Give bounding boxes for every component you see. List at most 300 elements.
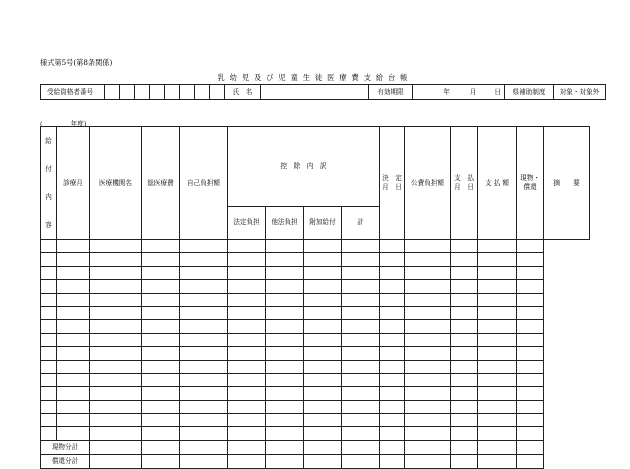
cell[interactable] bbox=[266, 440, 304, 454]
cell[interactable] bbox=[228, 440, 266, 454]
month-unit: 月 bbox=[469, 87, 477, 96]
cell[interactable] bbox=[142, 373, 180, 386]
cell[interactable] bbox=[142, 360, 180, 373]
cell[interactable] bbox=[266, 333, 304, 346]
cell[interactable] bbox=[180, 240, 228, 253]
cell[interactable] bbox=[451, 253, 478, 266]
payment-date-label: 月 日 bbox=[454, 183, 474, 191]
cell[interactable] bbox=[180, 414, 228, 427]
cell[interactable] bbox=[342, 414, 380, 427]
cell[interactable] bbox=[228, 427, 266, 440]
cell[interactable] bbox=[142, 454, 180, 468]
cell[interactable] bbox=[380, 454, 405, 468]
cell[interactable] bbox=[405, 440, 451, 454]
cell[interactable] bbox=[57, 427, 90, 440]
cell[interactable] bbox=[142, 293, 180, 306]
cell[interactable] bbox=[57, 387, 90, 400]
cell[interactable] bbox=[266, 360, 304, 373]
cell[interactable] bbox=[304, 253, 342, 266]
header-additional: 附加給付 bbox=[304, 206, 342, 239]
cell[interactable] bbox=[478, 306, 517, 319]
kind-line1: 現物・ bbox=[520, 174, 540, 182]
cell[interactable] bbox=[228, 240, 266, 253]
cell[interactable] bbox=[451, 293, 478, 306]
cell[interactable] bbox=[342, 280, 380, 293]
header-decision-date bbox=[380, 127, 405, 240]
header-treatment-month: 診療月 bbox=[57, 127, 90, 240]
decision-date-label: 月 日 bbox=[382, 183, 402, 191]
table-row bbox=[41, 347, 590, 360]
cell[interactable] bbox=[342, 427, 380, 440]
reimbursement-subtotal-label: 償還分計 bbox=[41, 454, 90, 468]
cell[interactable] bbox=[342, 306, 380, 319]
table-row bbox=[41, 333, 590, 346]
cell[interactable] bbox=[451, 320, 478, 333]
cell[interactable] bbox=[142, 280, 180, 293]
cell[interactable] bbox=[41, 387, 57, 400]
cell[interactable] bbox=[90, 414, 142, 427]
table-row bbox=[41, 360, 590, 373]
table-row bbox=[41, 240, 590, 253]
cell[interactable] bbox=[228, 454, 266, 468]
cell[interactable] bbox=[41, 427, 57, 440]
cell[interactable] bbox=[405, 414, 451, 427]
cell[interactable] bbox=[90, 280, 142, 293]
cell[interactable] bbox=[517, 240, 544, 253]
cell[interactable] bbox=[451, 400, 478, 413]
cell[interactable] bbox=[57, 320, 90, 333]
cell[interactable] bbox=[478, 414, 517, 427]
cell[interactable] bbox=[180, 373, 228, 386]
page-title: 乳幼児及び児童生徒医療費支給台帳 bbox=[217, 73, 413, 82]
recipient-info-row bbox=[40, 84, 606, 100]
cell[interactable] bbox=[517, 266, 544, 279]
eligibility-digit-box[interactable] bbox=[180, 85, 195, 100]
cell[interactable] bbox=[405, 253, 451, 266]
cell[interactable] bbox=[478, 320, 517, 333]
table-row bbox=[41, 253, 590, 266]
table-row bbox=[41, 387, 590, 400]
header-legal-burden: 法定負担 bbox=[228, 206, 266, 239]
cell[interactable] bbox=[517, 333, 544, 346]
cell[interactable] bbox=[228, 306, 266, 319]
cell[interactable] bbox=[90, 320, 142, 333]
payment-label: 支 払 bbox=[454, 174, 474, 182]
cell[interactable] bbox=[342, 387, 380, 400]
cell[interactable] bbox=[342, 253, 380, 266]
cell[interactable] bbox=[380, 427, 405, 440]
cell[interactable] bbox=[304, 266, 342, 279]
cell[interactable] bbox=[180, 253, 228, 266]
cell[interactable] bbox=[90, 427, 142, 440]
cell[interactable] bbox=[478, 266, 517, 279]
cell[interactable] bbox=[304, 454, 342, 468]
eligibility-digit-box[interactable] bbox=[210, 85, 225, 100]
header-payment-amount: 支 払 額 bbox=[478, 127, 517, 240]
header-deduction: 控 除 内 訳 bbox=[228, 127, 380, 207]
cell[interactable] bbox=[478, 333, 517, 346]
table-row bbox=[41, 266, 590, 279]
cell[interactable] bbox=[517, 400, 544, 413]
cell[interactable] bbox=[451, 427, 478, 440]
cell[interactable] bbox=[228, 266, 266, 279]
cell[interactable] bbox=[451, 360, 478, 373]
cell[interactable] bbox=[405, 240, 451, 253]
cell[interactable] bbox=[266, 280, 304, 293]
cell[interactable] bbox=[451, 240, 478, 253]
cell[interactable] bbox=[517, 293, 544, 306]
cell[interactable] bbox=[380, 440, 405, 454]
header-institution: 医療機関名 bbox=[90, 127, 142, 240]
cell[interactable] bbox=[90, 253, 142, 266]
cell[interactable] bbox=[405, 333, 451, 346]
cell[interactable] bbox=[451, 266, 478, 279]
header-total: 計 bbox=[342, 206, 380, 239]
cell[interactable] bbox=[266, 320, 304, 333]
cell[interactable] bbox=[451, 414, 478, 427]
cell[interactable] bbox=[304, 427, 342, 440]
cell[interactable] bbox=[380, 266, 405, 279]
cell[interactable] bbox=[405, 280, 451, 293]
cell[interactable] bbox=[478, 387, 517, 400]
cell[interactable] bbox=[266, 306, 304, 319]
cell[interactable] bbox=[142, 333, 180, 346]
cell[interactable] bbox=[142, 414, 180, 427]
eligibility-number-label: 受給資格者番号 bbox=[41, 85, 105, 100]
cell[interactable] bbox=[41, 280, 57, 293]
cell[interactable] bbox=[90, 454, 142, 468]
cell[interactable] bbox=[180, 440, 228, 454]
header-self-pay: 自己負担額 bbox=[180, 127, 228, 240]
cell[interactable] bbox=[517, 454, 544, 468]
fiscal-year-open: ( bbox=[40, 120, 43, 128]
cell[interactable] bbox=[517, 373, 544, 386]
benefit-ledger-table bbox=[40, 126, 590, 469]
side-char-1: 給 bbox=[45, 137, 52, 145]
cell[interactable] bbox=[228, 414, 266, 427]
cell[interactable] bbox=[451, 280, 478, 293]
cell[interactable] bbox=[304, 306, 342, 319]
cell[interactable] bbox=[451, 373, 478, 386]
cell[interactable] bbox=[478, 427, 517, 440]
cell[interactable] bbox=[304, 240, 342, 253]
cell[interactable] bbox=[304, 280, 342, 293]
cell[interactable] bbox=[266, 266, 304, 279]
table-row bbox=[41, 280, 590, 293]
cell[interactable] bbox=[266, 454, 304, 468]
name-field[interactable] bbox=[261, 85, 369, 100]
cell[interactable] bbox=[57, 347, 90, 360]
cell[interactable] bbox=[57, 293, 90, 306]
cell[interactable] bbox=[41, 360, 57, 373]
cell[interactable] bbox=[142, 266, 180, 279]
cell[interactable] bbox=[228, 293, 266, 306]
cell[interactable] bbox=[180, 400, 228, 413]
cell[interactable] bbox=[342, 266, 380, 279]
cell[interactable] bbox=[142, 306, 180, 319]
cell[interactable] bbox=[380, 240, 405, 253]
cell[interactable] bbox=[478, 280, 517, 293]
cell[interactable] bbox=[41, 253, 57, 266]
cell[interactable] bbox=[57, 333, 90, 346]
cell[interactable] bbox=[41, 320, 57, 333]
cell[interactable] bbox=[304, 400, 342, 413]
cell[interactable] bbox=[405, 320, 451, 333]
cell[interactable] bbox=[90, 240, 142, 253]
cell[interactable] bbox=[342, 454, 380, 468]
benefit-contents-side-label bbox=[41, 127, 57, 240]
cell[interactable] bbox=[266, 373, 304, 386]
cell[interactable] bbox=[142, 320, 180, 333]
pref-subsidy-label: 県補助制度 bbox=[505, 85, 554, 100]
eligibility-digit-box[interactable] bbox=[165, 85, 180, 100]
header-public-burden: 公費負担額 bbox=[405, 127, 451, 240]
cell[interactable] bbox=[342, 320, 380, 333]
table-row bbox=[41, 320, 590, 333]
cell[interactable] bbox=[517, 360, 544, 373]
day-unit: 日 bbox=[494, 87, 501, 96]
cell[interactable] bbox=[180, 454, 228, 468]
cell[interactable] bbox=[451, 306, 478, 319]
name-label: 氏 名 bbox=[225, 85, 261, 100]
cell[interactable] bbox=[180, 266, 228, 279]
cell[interactable] bbox=[180, 320, 228, 333]
cell[interactable] bbox=[57, 360, 90, 373]
cell[interactable] bbox=[142, 440, 180, 454]
cell[interactable] bbox=[405, 427, 451, 440]
cell[interactable] bbox=[304, 347, 342, 360]
cell[interactable] bbox=[405, 454, 451, 468]
cell[interactable] bbox=[342, 440, 380, 454]
cell[interactable] bbox=[90, 360, 142, 373]
cell[interactable] bbox=[41, 400, 57, 413]
cell[interactable] bbox=[266, 240, 304, 253]
cell[interactable] bbox=[304, 414, 342, 427]
header-payment-date bbox=[451, 127, 478, 240]
cell[interactable] bbox=[342, 373, 380, 386]
cell[interactable] bbox=[517, 320, 544, 333]
cell[interactable] bbox=[266, 293, 304, 306]
cell[interactable] bbox=[228, 333, 266, 346]
cell[interactable] bbox=[478, 253, 517, 266]
cell[interactable] bbox=[266, 253, 304, 266]
cell[interactable] bbox=[380, 347, 405, 360]
cell[interactable] bbox=[517, 306, 544, 319]
cell[interactable] bbox=[304, 333, 342, 346]
cell[interactable] bbox=[266, 414, 304, 427]
cell[interactable] bbox=[304, 373, 342, 386]
cell[interactable] bbox=[142, 427, 180, 440]
cell[interactable] bbox=[90, 440, 142, 454]
cell[interactable] bbox=[180, 360, 228, 373]
cell[interactable] bbox=[90, 400, 142, 413]
table-row bbox=[41, 373, 590, 386]
header-remarks: 摘 要 bbox=[544, 127, 590, 240]
cell[interactable] bbox=[41, 293, 57, 306]
cell[interactable] bbox=[57, 306, 90, 319]
table-row bbox=[41, 400, 590, 413]
cell[interactable] bbox=[517, 347, 544, 360]
cell[interactable] bbox=[380, 400, 405, 413]
cell[interactable] bbox=[266, 400, 304, 413]
cell[interactable] bbox=[380, 414, 405, 427]
validity-label: 有効期限 bbox=[369, 85, 413, 100]
cell[interactable] bbox=[517, 387, 544, 400]
ledger-body bbox=[41, 127, 590, 240]
cell[interactable] bbox=[405, 400, 451, 413]
cell[interactable] bbox=[517, 414, 544, 427]
cell[interactable] bbox=[342, 333, 380, 346]
cell[interactable] bbox=[180, 427, 228, 440]
cell[interactable] bbox=[478, 360, 517, 373]
cell[interactable] bbox=[180, 306, 228, 319]
cell[interactable] bbox=[180, 347, 228, 360]
side-char-4: 容 bbox=[45, 221, 52, 229]
cell[interactable] bbox=[478, 293, 517, 306]
cell[interactable] bbox=[90, 387, 142, 400]
cell[interactable] bbox=[405, 373, 451, 386]
cell[interactable] bbox=[342, 240, 380, 253]
cell[interactable] bbox=[41, 333, 57, 346]
cell[interactable] bbox=[405, 306, 451, 319]
cell[interactable] bbox=[180, 333, 228, 346]
cell[interactable] bbox=[266, 347, 304, 360]
eligibility-digit-box[interactable] bbox=[195, 85, 210, 100]
eligibility-digit-box[interactable] bbox=[105, 85, 120, 100]
cell[interactable] bbox=[405, 360, 451, 373]
cell[interactable] bbox=[342, 347, 380, 360]
decision-label: 決 定 bbox=[382, 174, 402, 182]
cell[interactable] bbox=[57, 414, 90, 427]
cell[interactable] bbox=[304, 387, 342, 400]
fiscal-year-label: 年度) bbox=[70, 120, 87, 128]
cell[interactable] bbox=[304, 360, 342, 373]
cell[interactable] bbox=[142, 347, 180, 360]
cell[interactable] bbox=[380, 333, 405, 346]
cell[interactable] bbox=[380, 387, 405, 400]
cell[interactable] bbox=[90, 293, 142, 306]
cell[interactable] bbox=[405, 293, 451, 306]
cell[interactable] bbox=[142, 387, 180, 400]
cell[interactable] bbox=[228, 373, 266, 386]
table-row bbox=[41, 414, 590, 427]
cell[interactable] bbox=[41, 414, 57, 427]
cell[interactable] bbox=[142, 240, 180, 253]
cell[interactable] bbox=[90, 347, 142, 360]
cell[interactable] bbox=[380, 320, 405, 333]
cell[interactable] bbox=[342, 400, 380, 413]
side-char-3: 内 bbox=[45, 193, 52, 201]
cell[interactable] bbox=[451, 333, 478, 346]
cell[interactable] bbox=[380, 373, 405, 386]
cell[interactable] bbox=[57, 266, 90, 279]
year-unit: 年 bbox=[443, 87, 450, 96]
cell[interactable] bbox=[228, 253, 266, 266]
cell[interactable] bbox=[405, 266, 451, 279]
cell[interactable] bbox=[380, 280, 405, 293]
cell[interactable] bbox=[342, 360, 380, 373]
cell[interactable] bbox=[228, 360, 266, 373]
cell[interactable] bbox=[90, 266, 142, 279]
in-kind-subtotal-label: 現物分計 bbox=[41, 440, 90, 454]
cell[interactable] bbox=[478, 347, 517, 360]
cell[interactable] bbox=[451, 454, 478, 468]
pref-subsidy-value[interactable]: 対象・対象外 bbox=[554, 85, 606, 100]
cell[interactable] bbox=[266, 387, 304, 400]
cell[interactable] bbox=[451, 347, 478, 360]
cell[interactable] bbox=[57, 253, 90, 266]
cell[interactable] bbox=[41, 373, 57, 386]
cell[interactable] bbox=[228, 387, 266, 400]
cell[interactable] bbox=[228, 400, 266, 413]
table-row bbox=[41, 427, 590, 440]
eligibility-digit-box[interactable] bbox=[135, 85, 150, 100]
cell[interactable] bbox=[478, 240, 517, 253]
cell[interactable] bbox=[517, 280, 544, 293]
table-row bbox=[41, 293, 590, 306]
cell[interactable] bbox=[90, 306, 142, 319]
cell[interactable] bbox=[304, 320, 342, 333]
cell[interactable] bbox=[380, 360, 405, 373]
cell[interactable] bbox=[342, 293, 380, 306]
cell[interactable] bbox=[266, 427, 304, 440]
side-char-2: 付 bbox=[45, 165, 52, 173]
cell[interactable] bbox=[304, 293, 342, 306]
cell[interactable] bbox=[478, 440, 517, 454]
cell[interactable] bbox=[142, 400, 180, 413]
cell[interactable] bbox=[41, 306, 57, 319]
cell[interactable] bbox=[57, 373, 90, 386]
cell[interactable] bbox=[180, 387, 228, 400]
cell[interactable] bbox=[41, 240, 57, 253]
cell[interactable] bbox=[405, 347, 451, 360]
kind-line2: 償還 bbox=[523, 183, 537, 191]
header-kind bbox=[517, 127, 544, 240]
cell[interactable] bbox=[57, 280, 90, 293]
cell[interactable] bbox=[90, 373, 142, 386]
cell[interactable] bbox=[451, 387, 478, 400]
cell[interactable] bbox=[304, 440, 342, 454]
cell[interactable] bbox=[478, 400, 517, 413]
cell[interactable] bbox=[180, 293, 228, 306]
cell[interactable] bbox=[180, 280, 228, 293]
header-total-cost: 総医療費 bbox=[142, 127, 180, 240]
cell[interactable] bbox=[142, 253, 180, 266]
cell[interactable] bbox=[451, 440, 478, 454]
cell[interactable] bbox=[478, 373, 517, 386]
form-number-label: 様式第5号(第8条関係) bbox=[40, 58, 113, 67]
cell[interactable] bbox=[57, 240, 90, 253]
cell[interactable] bbox=[228, 320, 266, 333]
cell[interactable] bbox=[90, 333, 142, 346]
cell[interactable] bbox=[478, 454, 517, 468]
cell[interactable] bbox=[380, 253, 405, 266]
eligibility-digit-box[interactable] bbox=[150, 85, 165, 100]
cell[interactable] bbox=[228, 347, 266, 360]
cell[interactable] bbox=[41, 347, 57, 360]
cell[interactable] bbox=[41, 266, 57, 279]
eligibility-digit-box[interactable] bbox=[120, 85, 135, 100]
cell[interactable] bbox=[57, 400, 90, 413]
cell[interactable] bbox=[405, 387, 451, 400]
cell[interactable] bbox=[380, 306, 405, 319]
cell[interactable] bbox=[517, 440, 544, 454]
cell[interactable] bbox=[517, 253, 544, 266]
cell[interactable] bbox=[517, 427, 544, 440]
validity-date-field[interactable] bbox=[413, 85, 505, 100]
cell[interactable] bbox=[228, 280, 266, 293]
cell[interactable] bbox=[380, 293, 405, 306]
